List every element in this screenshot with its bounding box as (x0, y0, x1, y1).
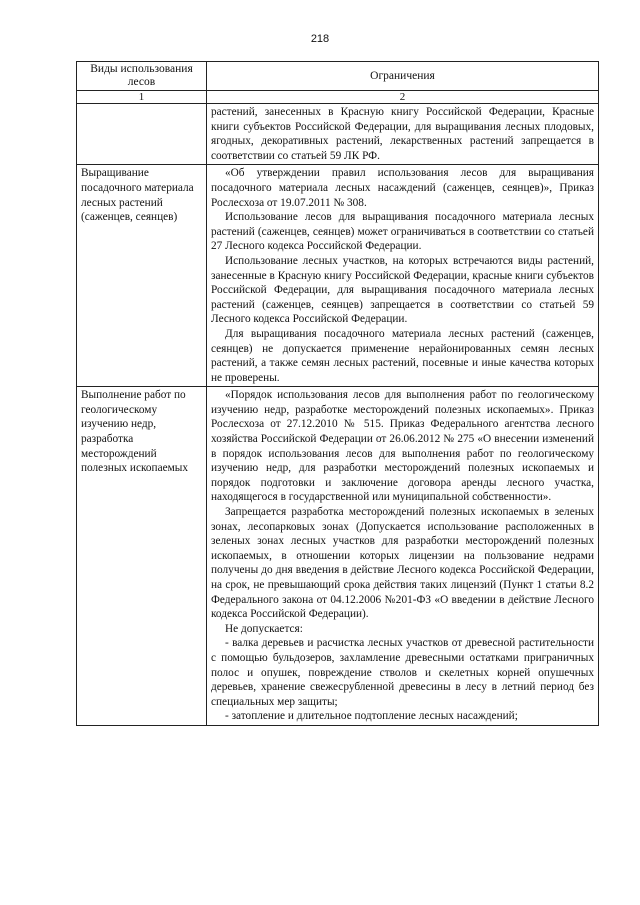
restriction-paragraph: - валка деревьев и расчистка лесных участков от древесной растительности с помощью бульдозеров, захламление древесными остатками приграничных полос и опушек, повреждение стволов и скелетных корней опушечных деревьев, хранение свежесрубленной древесины в лесу в летний период без специальных мер защиты; (211, 637, 594, 708)
table-row (77, 387, 599, 726)
restriction-paragraph: растений, занесенных в Красную книгу Российской Федерации, Красные книги субъектов Российской Федерации, для выращивания лесных плодовых, ягодных, декоративных растений, лекарственных растений запрещается в соответствии со статьей 59 ЛК РФ. (211, 106, 594, 162)
column-number-row (77, 91, 599, 104)
row-use-type (77, 104, 207, 165)
page-number: 218 (310, 33, 330, 45)
row-restrictions (207, 387, 599, 726)
restriction-paragraph: Не допускается: (225, 622, 303, 635)
restrictions-table (76, 61, 599, 726)
table-row (77, 104, 599, 165)
restriction-paragraph: «Порядок использования лесов для выполнения работ по геологическому изучению недр, разработке месторождений полезных ископаемых». Приказ Рослесхоза от 27.12.2010 № 515. Приказ Федерального агентства лесного хозяйства Российской Федерации от 26.06.2012 № 275 «О внесении изменений в порядок использования лесов для выполнения работ по геологическому изучению недр, для разработки месторождений полезных ископаемых и порядок подготовки и заключение договора аренды лесного участка, находящегося в государственной или муниципальной собственности». (211, 389, 594, 504)
restriction-paragraph: «Об утверждении правил использования лесов для выращивания посадочного материала лесных насаждений (саженцев, сеянцев)», Приказ Рослесхоза от 19.07.2011 № 308. (211, 167, 594, 209)
row-use-type: Выращивание посадочного материала лесных растений (саженцев, сеянцев) (77, 165, 207, 387)
row-restrictions (207, 104, 599, 165)
header-forest-use-types: Виды использования лесов (77, 62, 207, 91)
table-header-row (77, 62, 599, 91)
row-restrictions (207, 165, 599, 387)
column-number-2: 2 (207, 91, 599, 104)
restriction-paragraph: Использование лесов для выращивания посадочного материала лесных растений (саженцев, сеянцев) может ограничиваться в соответствии со статьей 27 Лесного кодекса Российской Федерации. (211, 211, 594, 253)
header-restrictions: Ограничения (207, 62, 599, 91)
restriction-paragraph: Использование лесных участков, на которых встречаются виды растений, занесенные в Красную книгу Российской Федерации, красные книги субъектов Российской Федерации, для выращивания посадочного материала лесных растений (саженцев, сеянцев) запрещается в соответствии со статьей 59 Лесного кодекса Российской Федерации. (211, 254, 594, 326)
table-row (77, 165, 599, 387)
column-number-1: 1 (77, 91, 207, 104)
restriction-paragraph: - затопление и длительное подтопление лесных насаждений; (225, 710, 518, 723)
restriction-paragraph: Запрещается разработка месторождений полезных ископаемых в зеленых зонах, лесопарковых зонах (Допускается использование расположенных в зеленых зонах лесных участков для разработки месторождений полезных ископаемых, в отношении которых лицензии на пользование недрами получены до дня введения в действие Лесного кодекса Российской Федерации, на срок, не превышающий срока действия таких лицензий (Пункт 1 статьи 8.2 Федерального закона от 04.12.2006 №201-ФЗ «О введении в действие Лесного кодекса Российской Федерации). (211, 506, 594, 621)
restriction-paragraph: Для выращивания посадочного материала лесных растений (саженцев, сеянцев) не допускается применение нерайонированных семян лесных растений, а также семян лесных растений, посевные и иные качества которых не проверены. (211, 327, 594, 384)
row-use-type: Выполнение работ по геологическому изучению недр, разработка месторождений полезных ископаемых (77, 387, 207, 726)
